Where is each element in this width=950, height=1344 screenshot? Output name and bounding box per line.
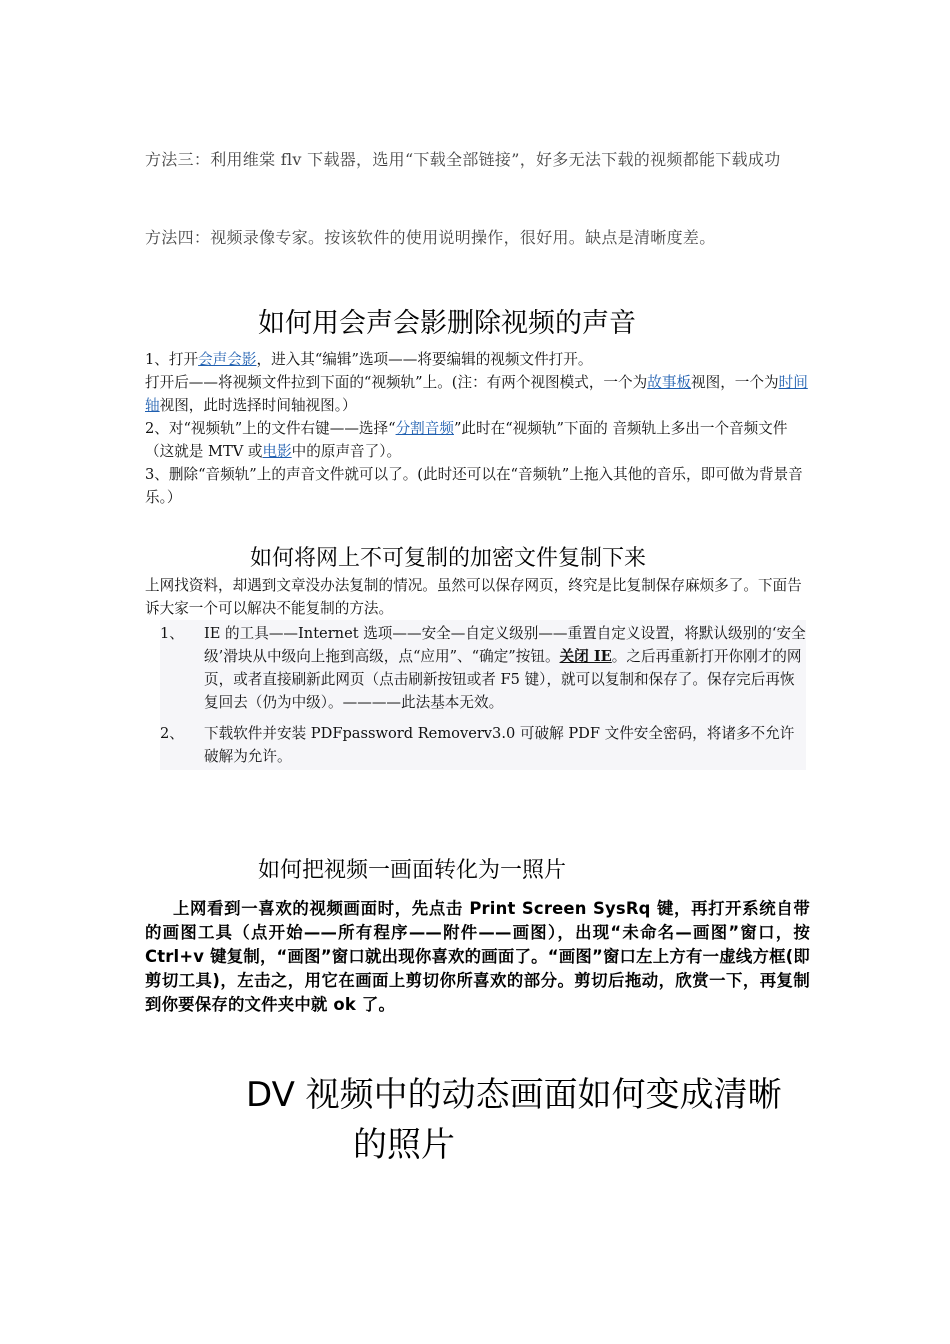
link-huishenghuiying[interactable]: 会声会影 bbox=[198, 351, 257, 368]
close-ie-text: 关闭 IE bbox=[559, 648, 612, 665]
section2-intro: 上网找资料，却遇到文章没办法复制的情况。虽然可以保存网页，终究是比复制保存麻烦多了。下面告诉大家一个可以解决不能复制的方法。 bbox=[145, 577, 802, 617]
link-split-audio[interactable]: 分割音频 bbox=[395, 420, 454, 437]
step-number: 2、 bbox=[160, 725, 184, 742]
link-timeline[interactable]: 时间轴 bbox=[145, 374, 808, 414]
step-number: 1、 bbox=[160, 625, 184, 642]
section4-title-line2: 的照片 bbox=[353, 1125, 455, 1165]
method-four-text: 方法四：视频录像专家。按该软件的使用说明操作，很好用。缺点是清晰度差。 bbox=[145, 228, 716, 247]
step-text: 下载软件并安装 PDFpassword Removerv3.0 可破解 PDF 文件安全密码，将诸多不允许破解为允许。 bbox=[204, 725, 795, 765]
section1-body bbox=[145, 348, 810, 509]
section1-title: 如何用会声会影删除视频的声音 bbox=[258, 308, 636, 339]
method-three-text: 方法三：利用维棠 flv 下载器，选用“下载全部链接”，好多无法下载的视频都能下载成功 bbox=[145, 150, 781, 169]
section2-title: 如何将网上不可复制的加密文件复制下来 bbox=[250, 546, 647, 571]
section1-line3: 2、对“视频轨”上的文件右键——选择“分割音频”此时在“视频轨”下面的 音频轨上多出一个音频文件（这就是 MTV 或电影中的原声音了）。 bbox=[145, 420, 788, 460]
section1-line1: 1、打开会声会影，进入其“编辑”选项——将要编辑的视频文件打开。 bbox=[145, 351, 593, 368]
link-movie[interactable]: 电影 bbox=[262, 443, 292, 460]
section4-title-line1: DV 视频中的动态画面如何变成清晰 bbox=[246, 1075, 782, 1115]
link-storyboard[interactable]: 故事板 bbox=[647, 374, 692, 391]
section3-title: 如何把视频一画面转化为一照片 bbox=[258, 858, 567, 883]
section3-body: 上网看到一喜欢的视频画面时，先点击 Print Screen SysRq 键，再打开系统自带的画图工具（点开始——所有程序——附件——画图），出现“未命名—画图”窗口，按 Ctrl+v 键复制，“画图”窗口就出现你喜欢的画面了。“画图”窗口左上方有一虚线方框(即剪切工具)，左击之，用它在画面上剪切你所喜欢的部分。剪切后拖动，欣赏一下，再复制到你要保存的文件夹中就 ok 了。 bbox=[145, 899, 810, 1014]
step-text: IE 的工具——Internet 选项——安全—自定义级别——重置自定义设置，将默认级别的‘安全级’滑块从中级向上拖到高级，点“应用”、“确定”按钮。关闭 IE。之后再重新打开你刚才的网页，或者直接刷新此网页（点击刷新按钮或者 F5 键），就可以复制和保存了。保存完后再恢复回去（仍为中级）。————此法基本无效。 bbox=[204, 625, 806, 711]
section1-line2: 打开后——将视频文件拉到下面的“视频轨”上。(注：有两个视图模式，一个为故事板视图，一个为时间轴视图，此时选择时间轴视图。） bbox=[145, 374, 808, 414]
section1-line4: 3、删除“音频轨”上的声音文件就可以了。(此时还可以在“音频轨”上拖入其他的音乐，即可做为背景音乐。） bbox=[145, 466, 803, 506]
